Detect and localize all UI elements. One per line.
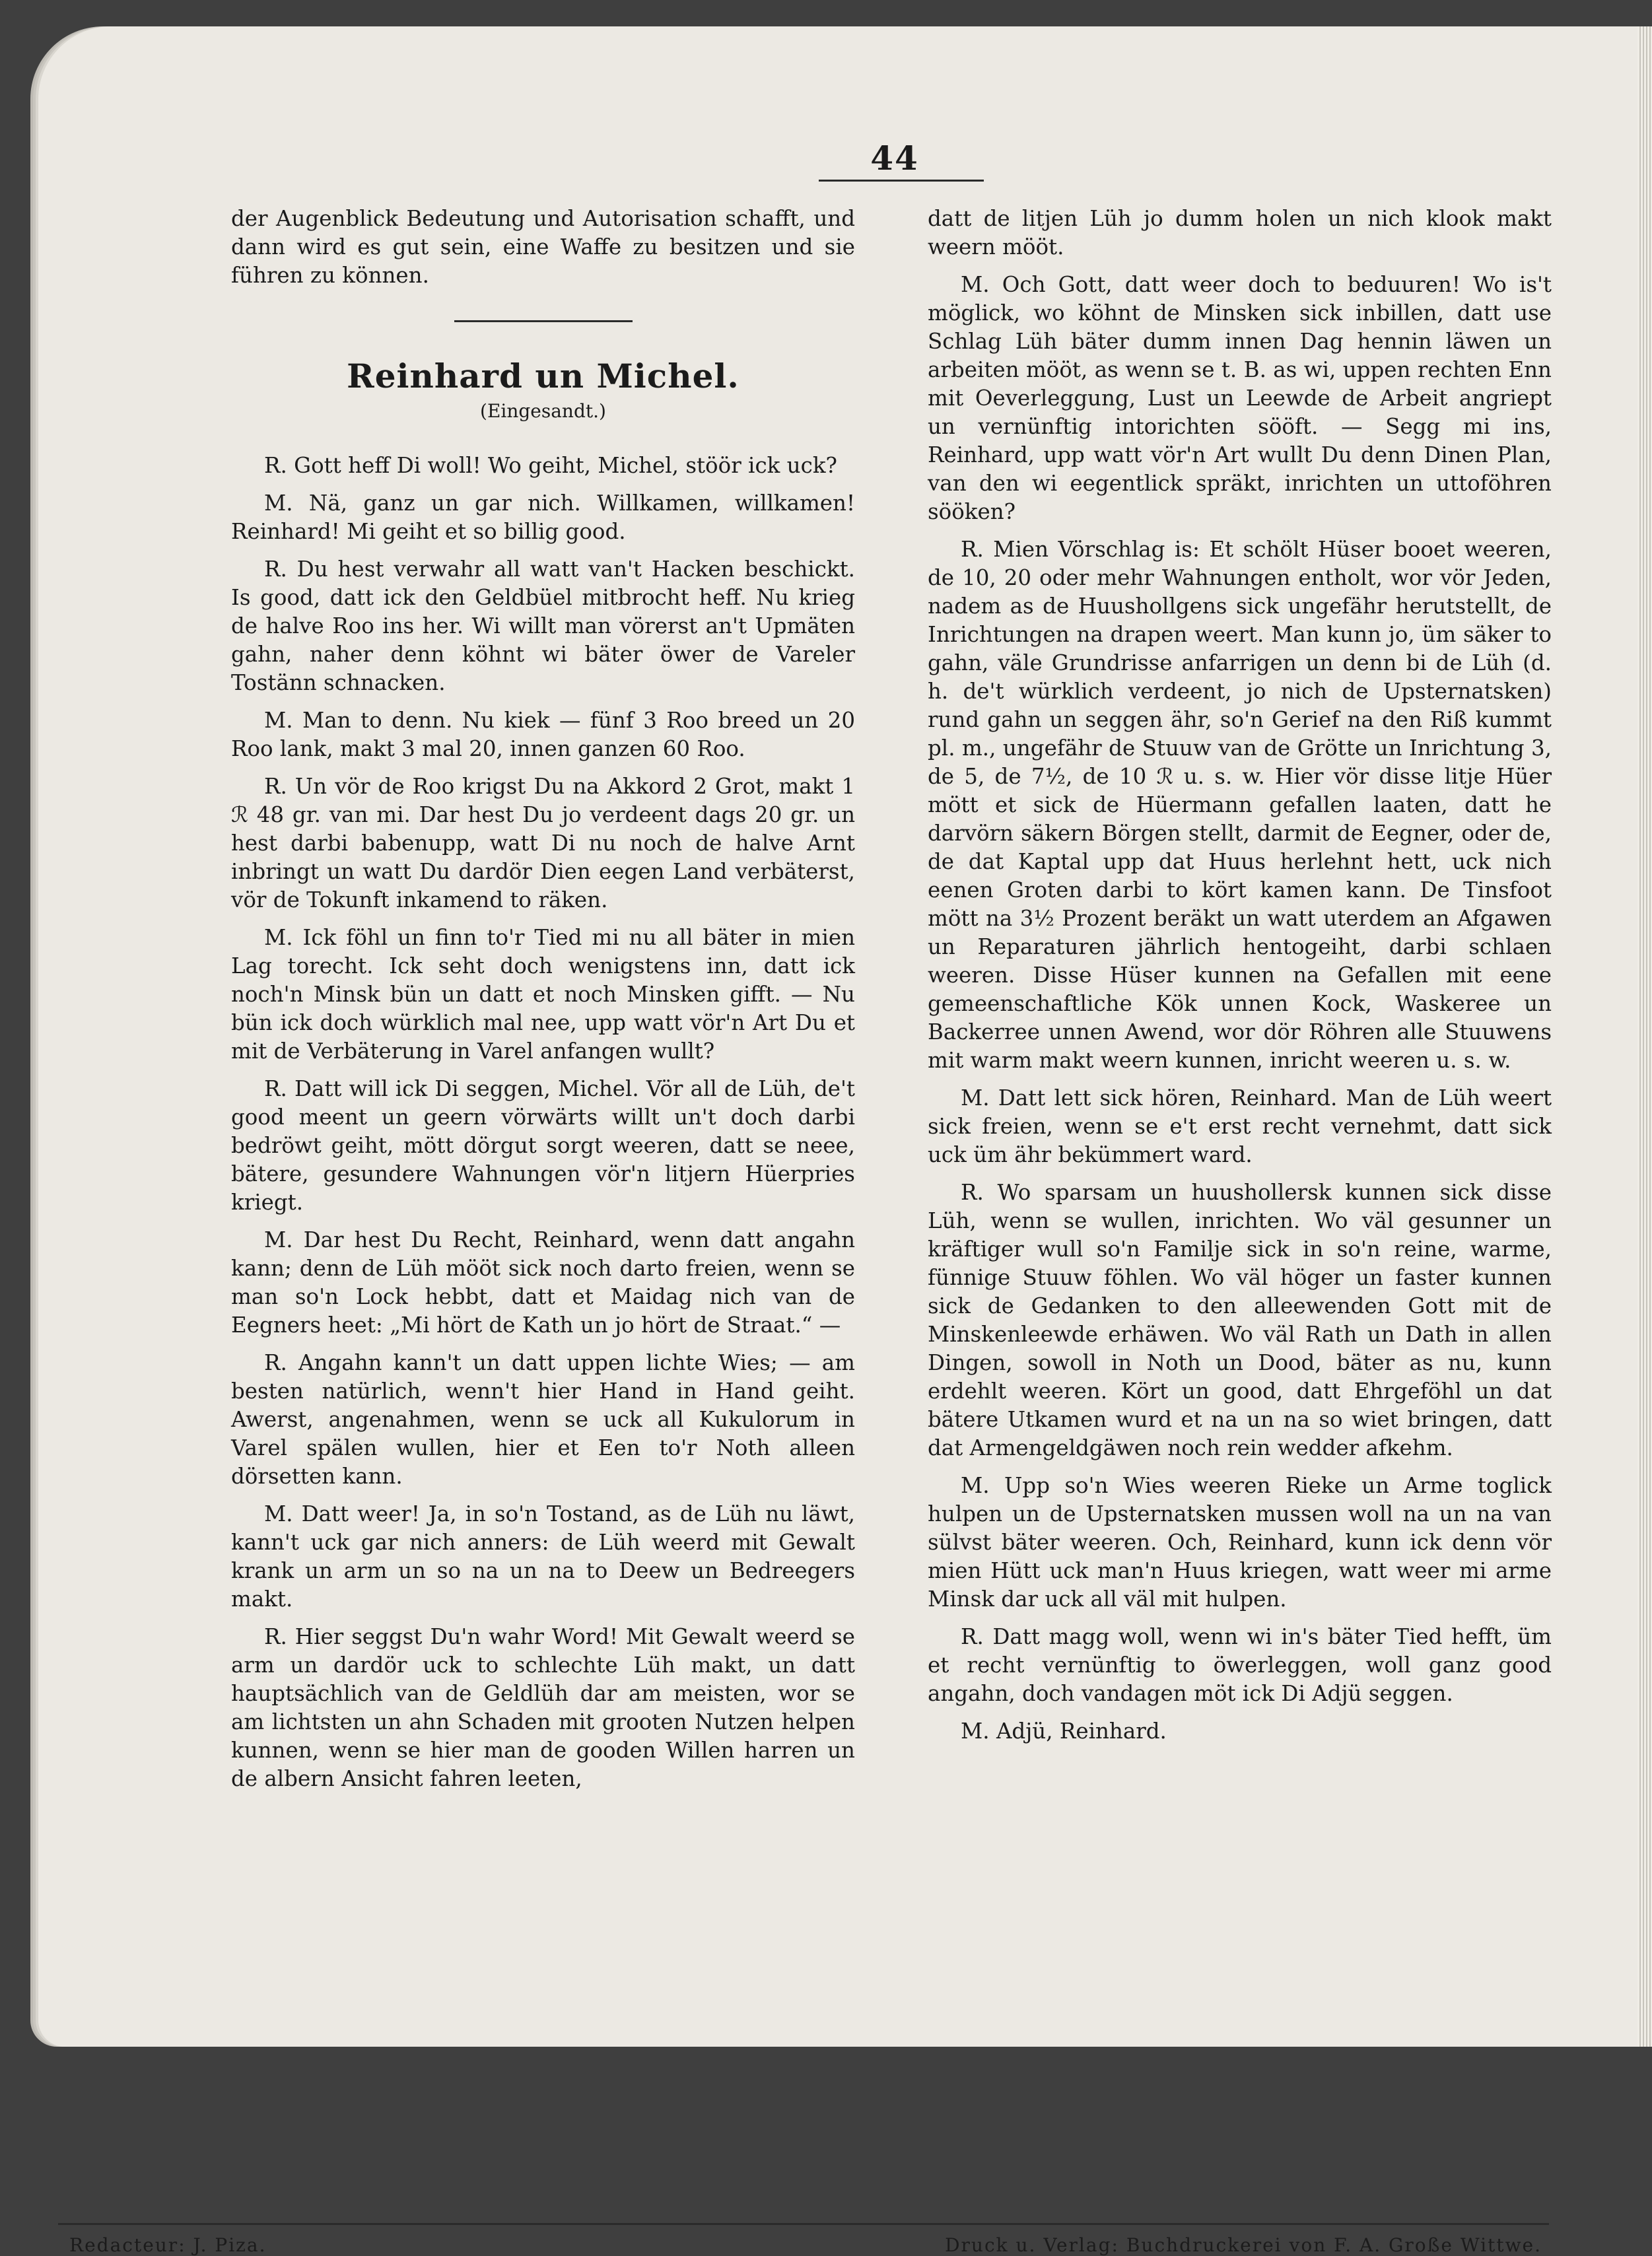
dialogue-paragraph: M. Datt lett sick hören, Reinhard. Man de Lüh weert sick freien, wenn se e't erst recht vernehmt, datt sick uck üm ähr bekümmert ward. bbox=[928, 1085, 1552, 1167]
dialogue-paragraph: M. Ick föhl un finn to'r Tied mi nu all bäter in mien Lag torecht. Ick seht doch wenigstens inn, datt ick noch'n Minsk bün un datt et noch Minsken gifft. — Nu bün ick doch würklich mal nee, upp watt vör'n Art Du et mit de Verbäterung in Varel anfangen wullt? bbox=[231, 925, 855, 1064]
dialogue-paragraph: R. Datt will ick Di seggen, Michel. Vör all de Lüh, de't good meent un geern vörwärts willt un't doch darbi bedröwt geiht, mött dörgut sorgt weeren, datt se neee, bätere, gesundere Wahnungen vör'n litjern Hüerpries kriegt. bbox=[231, 1076, 855, 1215]
editor-credit: Redacteur: J. Piza. bbox=[69, 2234, 267, 2256]
dialogue-paragraph: M. Dar hest Du Recht, Reinhard, wenn datt angahn kann; denn de Lüh mööt sick noch darto freien, wenn se man so'n Lock hebbt, datt et Maidag nich van de Eegners heet: „Mi hört de Kath un jo hört de Straat.“ — bbox=[231, 1227, 855, 1338]
dialogue-paragraph: M. Datt weer! Ja, in so'n Tostand, as de Lüh nu läwt, kann't uck gar nich anners: de Lüh weerd mit Gewalt krank un arm un so na un na to Deew un Bedreegers makt. bbox=[231, 1501, 855, 1612]
dialogue-paragraph: R. Un vör de Roo krigst Du na Akkord 2 Grot, makt 1 ℛ 48 gr. van mi. Dar hest Du jo verdeent dags 20 gr. un hest darbi babenupp, watt Di nu noch de halve Arnt inbringt un watt Du dardör Dien eegen Land verbäterst, vör de Tokunft inkamend to räken. bbox=[231, 774, 855, 912]
dialogue-paragraph: datt de litjen Lüh jo dumm holen un nich klook makt weern mööt. bbox=[928, 206, 1552, 259]
page-number: 44 bbox=[870, 139, 919, 178]
dialogue-paragraph: M. Och Gott, datt weer doch to beduuren! Wo is't möglick, wo köhnt de Minsken sick inbillen, datt use Schlag Lüh bäter dumm innen Dag hennin läwen un arbeiten mööt, as wenn se t. B. as wi, uppen rechten Enn mit Oeverleggung, Lust un Leewde de Arbeit angriept un vernünftig intorichten sööft. — Segg mi ins, Reinhard, upp watt vör'n Art wullt Du denn Dinen Plan, van den wi eegentlick spräkt, inrichten un uttoföhren sööken? bbox=[928, 272, 1552, 524]
article-subtitle: (Eingesandt.) bbox=[480, 400, 606, 422]
page-number-rule bbox=[819, 180, 984, 182]
right-column bbox=[928, 205, 1552, 1746]
left-column bbox=[231, 205, 855, 1793]
dialogue-paragraph: M. Nä, ganz un gar nich. Willkamen, willkamen! Reinhard! Mi geiht et so billig good. bbox=[231, 491, 855, 544]
page-stack-edges bbox=[1637, 26, 1652, 2047]
intro-paragraph: der Augenblick Bedeutung und Autorisation schafft, und dann wird es gut sein, eine Waffe zu besitzen und sie führen zu können. bbox=[231, 206, 855, 288]
dialogue-paragraph: R. Gott heff Di woll! Wo geiht, Michel, stöör ick uck? bbox=[264, 453, 837, 478]
dialogue-paragraph: M. Man to denn. Nu kiek — fünf 3 Roo breed un 20 Roo lank, makt 3 mal 20, innen ganzen 60 Roo. bbox=[231, 708, 855, 761]
dialogue-paragraph: M. Adjü, Reinhard. bbox=[961, 1719, 1167, 1744]
dialogue-paragraph: M. Upp so'n Wies weeren Rieke un Arme toglick hulpen un de Upsternatsken mussen woll na un na van sülvst bäter weeren. Och, Reinhard, kunn ick denn vör mien Hütt uck man'n Huus kriegen, watt weer mi arme Minsk dar uck all väl mit hulpen. bbox=[928, 1473, 1552, 1612]
dialogue-paragraph: R. Du hest verwahr all watt van't Hacken beschickt. Is good, datt ick den Geldbüel mitbrocht heff. Nu krieg de halve Roo ins her. Wi willt man vörerst an't Upmäten gahn, naher denn köhnt wi bäter öwer de Vareler Tostänn schnacken. bbox=[231, 557, 855, 695]
dialogue-paragraph: R. Hier seggst Du'n wahr Word! Mit Gewalt weerd se arm un dardör uck to schlechte Lüh makt, un datt hauptsächlich van de Geldlüh dar am meisten, wor se am lichtsten un ahn Schaden mit grooten Nutzen helpen kunnen, wenn se hier man de gooden Willen harren un de albern Ansicht fahren leeten, bbox=[231, 1624, 855, 1791]
dialogue-paragraph: R. Angahn kann't un datt uppen lichte Wies; — am besten natürlich, wenn't hier Hand in Hand geiht. Awerst, angenahmen, wenn se uck all Kukulorum in Varel spälen wullen, hier et Een to'r Noth alleen dörsetten kann. bbox=[231, 1350, 855, 1489]
section-divider bbox=[454, 320, 633, 322]
publisher-credit: Druck u. Verlag: Buchdruckerei von F. A. Große Wittwe. bbox=[945, 2234, 1542, 2256]
footer-rule bbox=[58, 2223, 1549, 2225]
dialogue-paragraph: R. Mien Vörschlag is: Et schölt Hüser booet weeren, de 10, 20 oder mehr Wahnungen entholt, wor vör Jeden, nadem as de Huushollgens sick ungefähr herutstellt, de Inrichtungen na drapen weert. Man kunn jo, üm säker to gahn, väle Grundrisse anfarrigen un denn bi de Lüh (d. h. de't würklich verdeent, jo nich de Upsternatsken) rund gahn un seggen ähr, so'n Gerief na den Riß kummt pl. m., ungefähr de Stuuw van de Grötte un Inrichtung 3, de 5, de 7½, de 10 ℛ u. s. w. Hier vör disse litje Hüer mött et sick de Hüermann gefallen laaten, datt he darvörn säkern Börgen stellt, darmit de Eegner, oder de, de dat Kaptal upp dat Huus herlehnt hett, uck nich eenen Groten darbi to kört kamen kann. De Tinsfoot mött na 3½ Prozent beräkt un watt uterdem an Afgawen un Reparaturen jährlich hentogeiht, darbi schlaen weeren. Disse Hüser kunnen na Gefallen mit eene gemeenschaftliche Kök unnen Kock, Waskeree un Backerree unnen Awend, wor dör Röhren alle Stuuwens mit warm makt weern kunnen, inricht weeren u. s. w. bbox=[928, 537, 1552, 1073]
dialogue-paragraph: R. Wo sparsam un huushollersk kunnen sick disse Lüh, wenn se wullen, inrichten. Wo väl gesunner un kräftiger wull so'n Familje sick in so'n reine, warme, fünnige Stuuw föhlen. Wo väl höger un faster kunnen sick de Gedanken to den alleewenden Gott mit de Minskenleewde erhäwen. Wo väl Rath un Dath in allen Dingen, sowoll in Noth un Dood, bäter as nu, kunn erdehlt weeren. Kört un good, datt Ehrgeföhl un dat bätere Utkamen wurd et na un na so wiet bringen, datt dat Armengeldgäwen noch rein wedder afkehm. bbox=[928, 1180, 1552, 1460]
article-title: Reinhard un Michel. bbox=[347, 357, 740, 395]
dialogue-paragraph: R. Datt magg woll, wenn wi in's bäter Tied hefft, üm et recht vernünftig to öwerleggen, woll ganz good angahn, doch vandagen möt ick Di Adjü seggen. bbox=[928, 1624, 1552, 1706]
imprint-footer bbox=[69, 2234, 1542, 2256]
page-content bbox=[231, 106, 1558, 1954]
